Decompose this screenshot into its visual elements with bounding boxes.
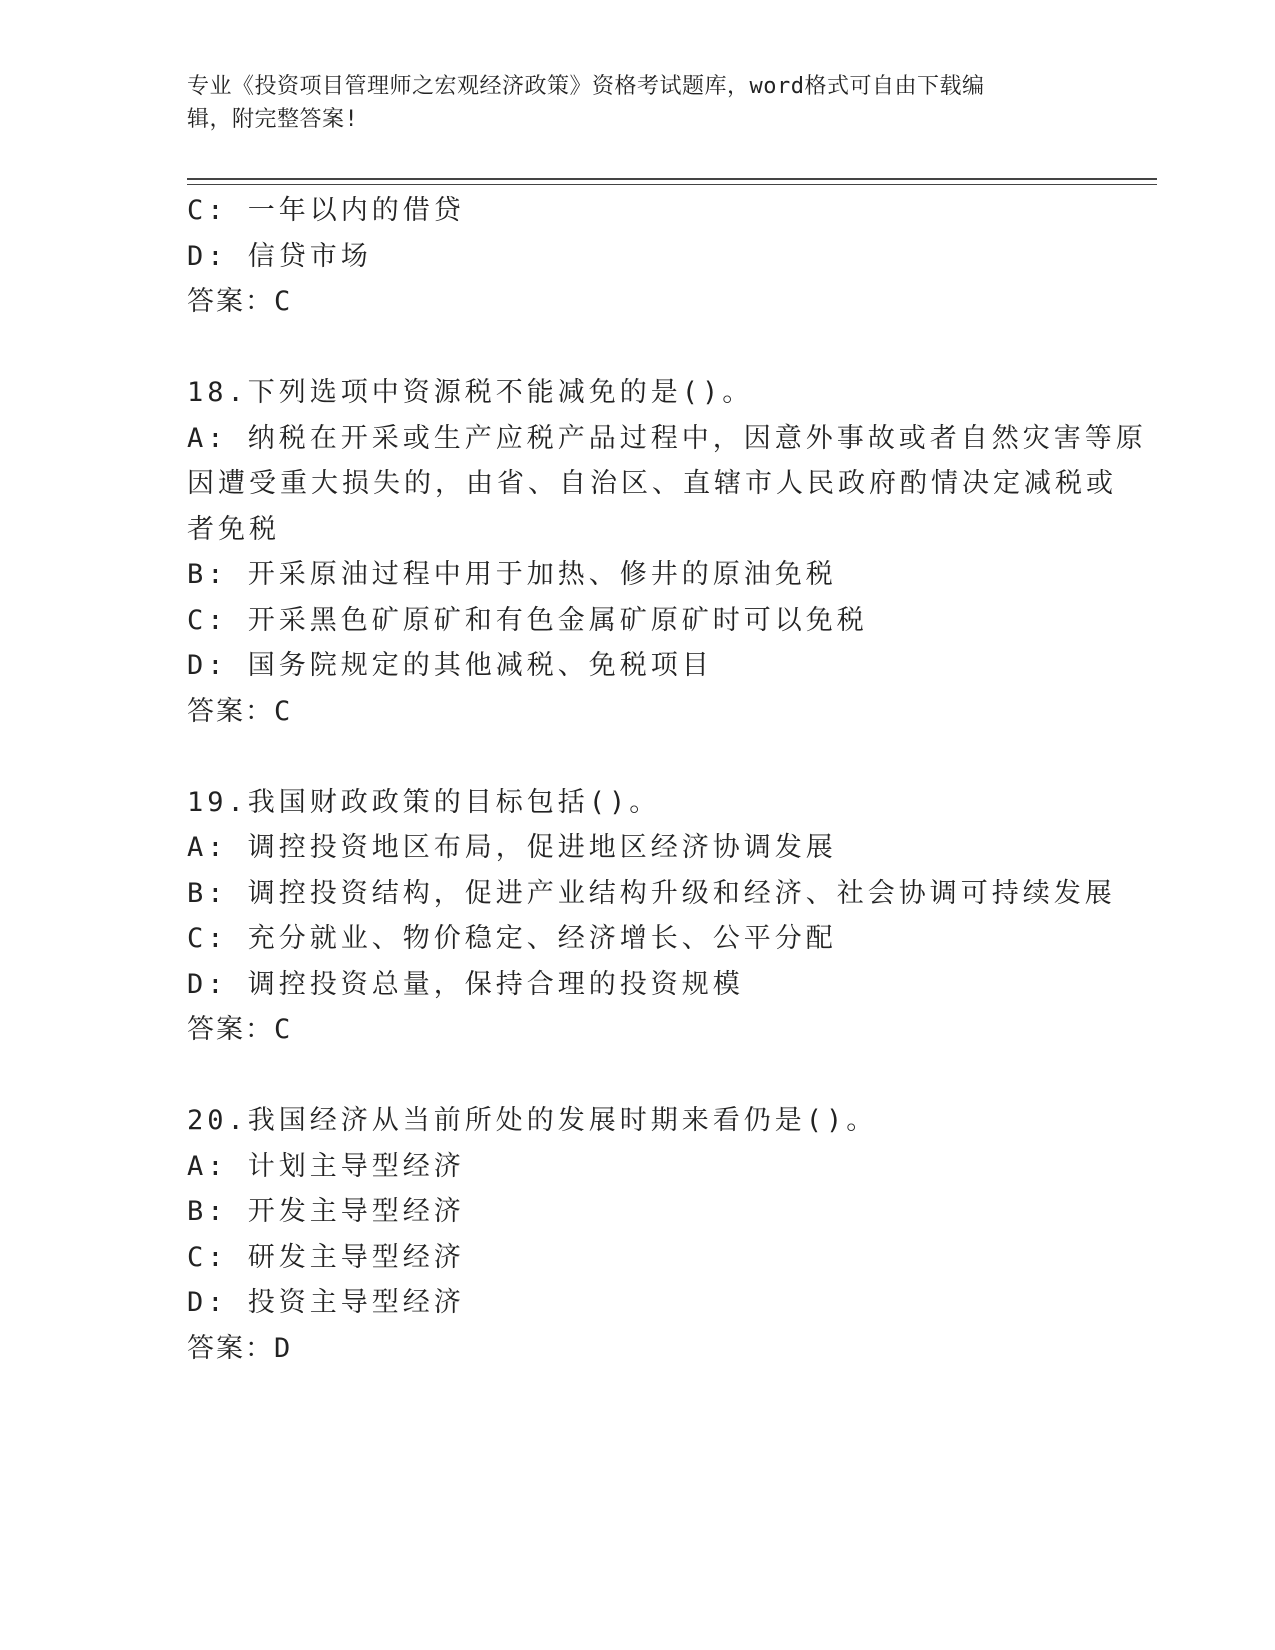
question-19: [187, 780, 1116, 1053]
question-content: [187, 188, 1147, 1371]
previous-question-fragment: [187, 188, 1087, 325]
option-c: C: 研发主导型经济: [187, 1241, 465, 1273]
answer-line: 答案：C: [187, 1014, 293, 1045]
answer-line: 答案：C: [187, 286, 293, 317]
option-a-line-2: 因遭受重大损失的，由省、自治区、直辖市人民政府酌情决定减税或: [187, 468, 1117, 499]
option-d: D: 调控投资总量，保持合理的投资规模: [187, 968, 744, 1000]
answer-line: 答案：D: [187, 1332, 293, 1364]
answer-line: 答案：C: [187, 695, 293, 727]
question-stem: 18.下列选项中资源税不能减免的是()。: [187, 377, 754, 408]
header-line-1: 专业《投资项目管理师之宏观经济政策》资格考试题库，word格式可自由下载编: [187, 74, 985, 99]
option-c: C: 开采黑色矿原矿和有色金属矿原矿时可以免税: [187, 604, 868, 636]
question-18: [187, 370, 1147, 734]
header-line-2: 辑，附完整答案!: [187, 107, 359, 132]
spacer: [187, 734, 1087, 780]
option-b: B: 调控投资结构，促进产业结构升级和经济、社会协调可持续发展: [187, 877, 1116, 909]
spacer: [187, 1053, 1087, 1099]
option-d: D: 国务院规定的其他减税、免税项目: [187, 650, 713, 681]
header-divider-thin: [187, 184, 1157, 185]
question-20: [187, 1098, 1087, 1371]
question-stem: 19.我国财政政策的目标包括()。: [187, 786, 661, 818]
option-b: B: 开采原油过程中用于加热、修井的原油免税: [187, 559, 837, 590]
option-c: C: 一年以内的借贷: [187, 195, 465, 226]
option-b: B: 开发主导型经济: [187, 1196, 465, 1227]
option-d: D: 信贷市场: [187, 240, 372, 272]
option-a-line-1: A: 纳税在开采或生产应税产品过程中，因意外事故或者自然灾害等原: [187, 422, 1147, 454]
option-a-line-3: 者免税: [187, 513, 280, 545]
question-stem: 20.我国经济从当前所处的发展时期来看仍是()。: [187, 1105, 878, 1136]
spacer: [187, 325, 1087, 371]
option-a: A: 计划主导型经济: [187, 1150, 465, 1182]
option-c: C: 充分就业、物价稳定、经济增长、公平分配: [187, 923, 837, 954]
option-a: A: 调控投资地区布局，促进地区经济协调发展: [187, 832, 837, 863]
header-divider-thick: [187, 178, 1157, 180]
page-header: [187, 70, 1087, 136]
option-d: D: 投资主导型经济: [187, 1287, 465, 1318]
